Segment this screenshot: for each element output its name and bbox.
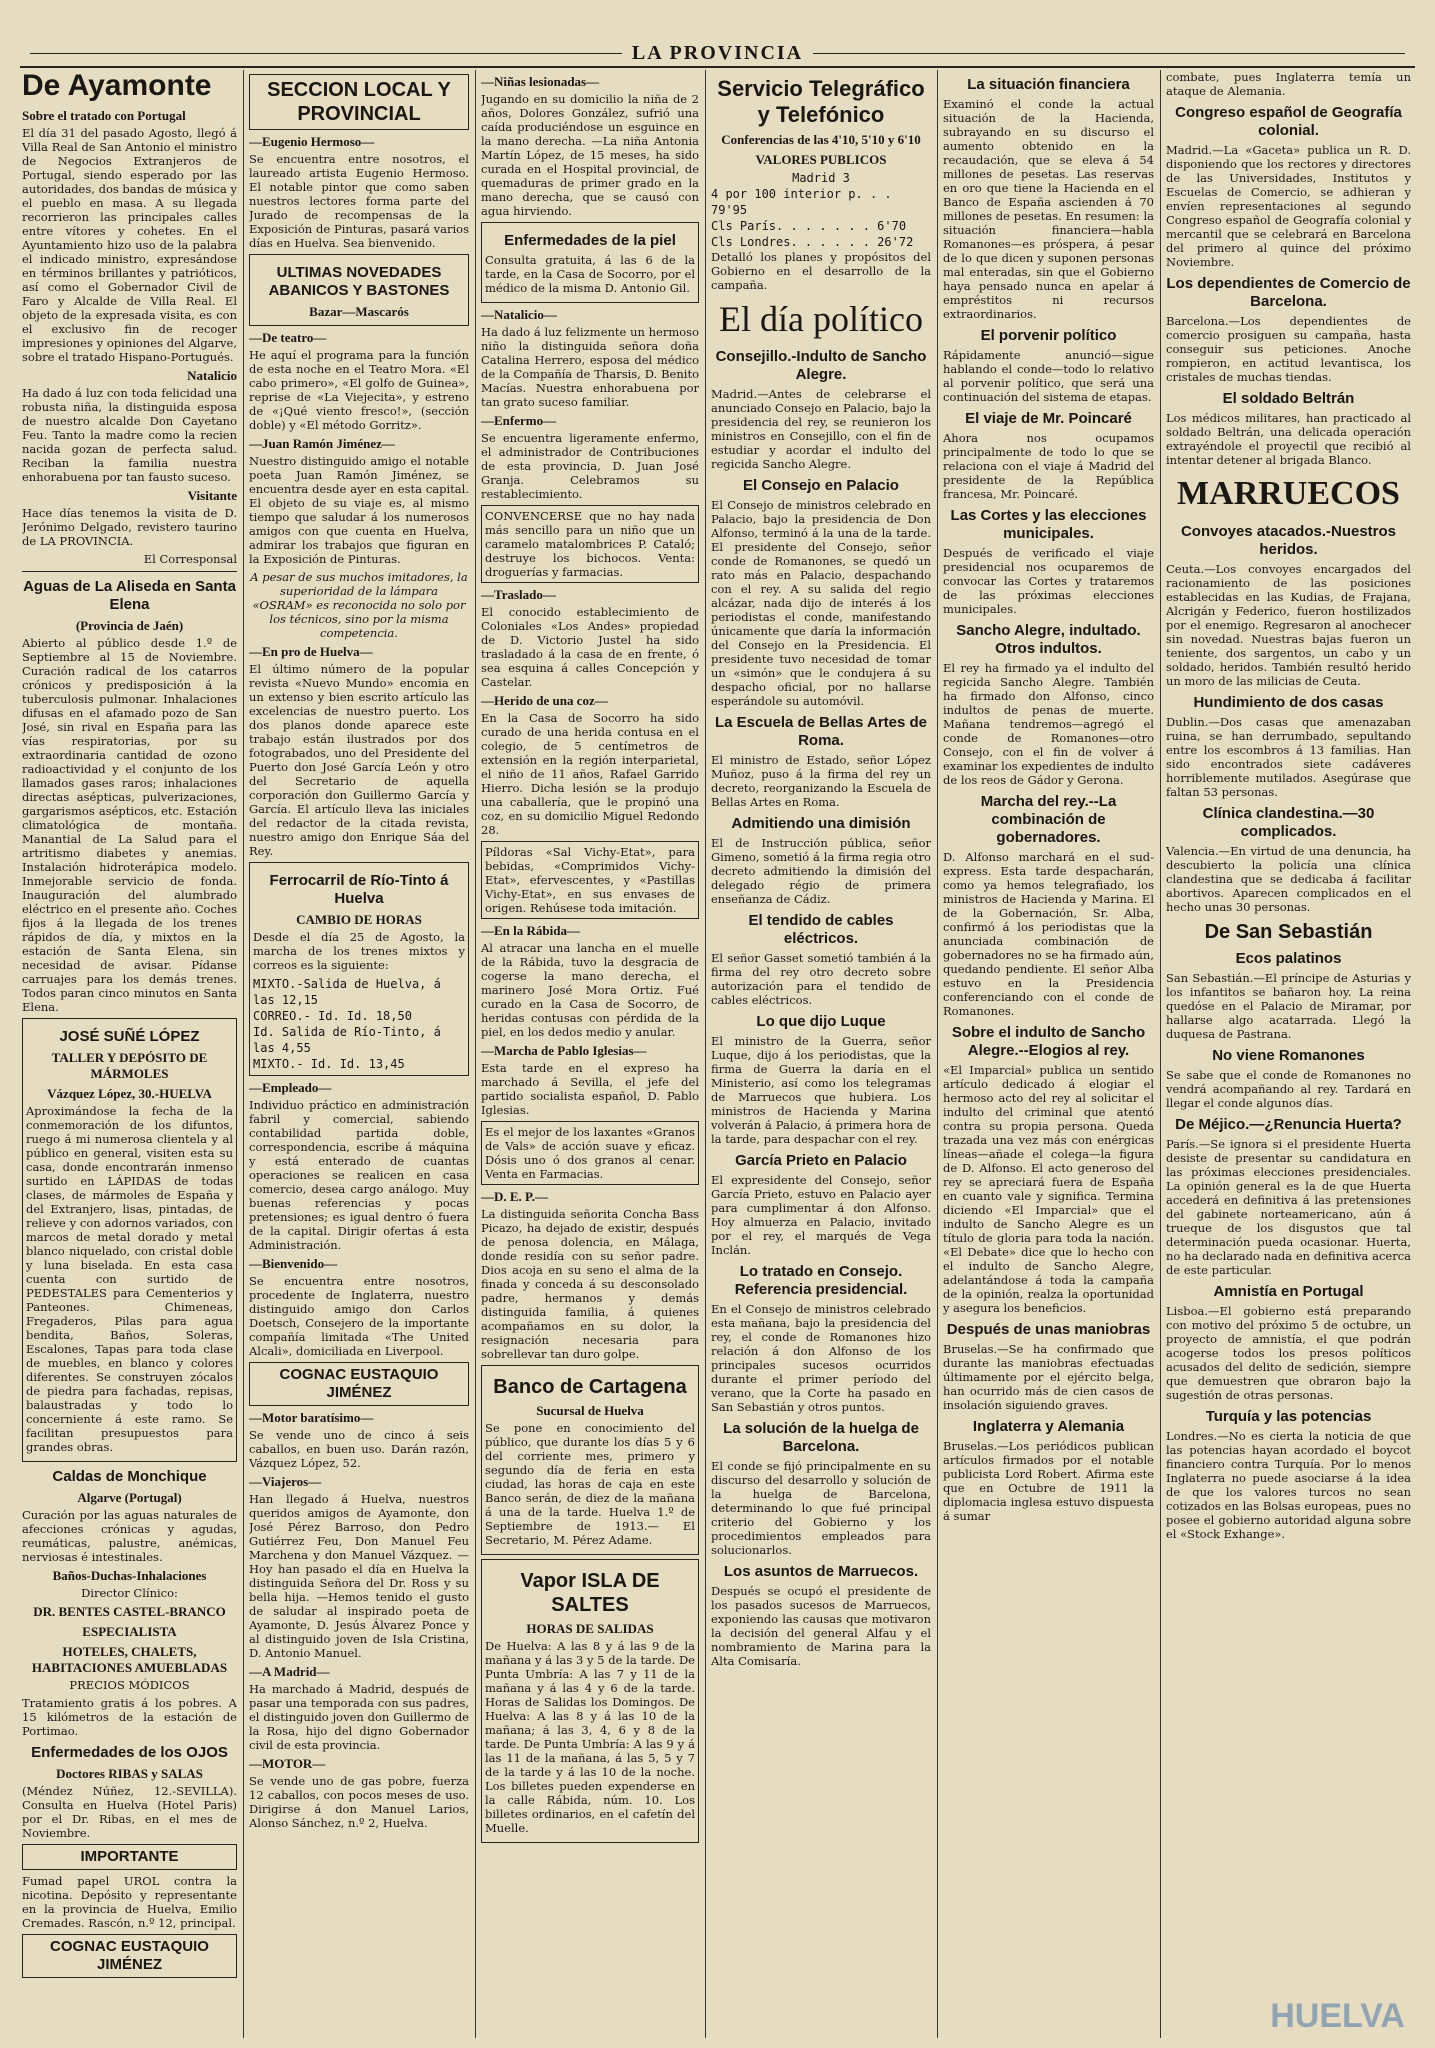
article-garcia: El expresidente del Consejo, señor García Prieto, estuvo en Palacio ayer para cumplimentar á don Alfonso. Hoy almuerza en Palacio, invitado por el rey, el marqués de Vega Inclán. [711,1173,931,1257]
subhead-natalicio-2: —Natalicio— [481,307,557,322]
article-teatro: He aquí el programa para la función de esta noche en el Teatro Mora. «El cabo primero», «El golfo de Guinea», reprise de «La Viejecita», y estreno de «¡Qué viento fresco!», (sección doble) y «El método Gorritz». [249,348,469,432]
headline-cortes: Las Cortes y las elecciones municipales. [950,507,1147,542]
headline-indultado: Sancho Alegre, indultado. Otros indultos. [956,622,1141,657]
article-consejillo: Madrid.—Antes de celebrarse el anunciado Consejo en Palacio, bajo la presidencia del rey, se reunieron los ministros en Consejillo, con el fin de estudiar y acordar el indulto del regicida Sancho Alegre. [711,387,931,471]
article-indultado: El rey ha firmado ya el indulto del regicida Sancho Alegre. También ha firmado don Alfonso, cinco indultos de penas de muerte. Mañana tendremos—agregó el conde de Romanones—otro Consejo, con el fin de volver á examinar los expedientes de indulto de los reos de Gádor y Gerona. [943,661,1154,787]
headline-huelga: La solución de la huelga de Barcelona. [723,1420,919,1455]
headline-garcia: García Prieto en Palacio [735,1152,907,1169]
article-congreso: Madrid.—La «Gaceta» publica un R. D. disponiendo que los rectores y directores de las Universidades, Institutos y Escuelas de Comercio, se adhieran y envíen representaciones al segundo Congreso español de Geografía colonial y mercantil que se celebrará en Barcelona del primero al quince del próximo Noviembre. [1166,143,1411,269]
article-poincare: Ahora nos ocupamos principalmente de todo lo que se relaciona con el viaje á Madrid del presidente de la República francesa, Mr. Poincaré. [943,431,1154,501]
headline-cognac-2: COGNAC EUSTAQUIO JIMÉNEZ [249,1362,469,1406]
headline-amnistia: Amnistía en Portugal [1213,1283,1364,1300]
article-enfermo: Se encuentra ligeramente enfermo, el administrador de Contribuciones de esta provincia, D. Juan José Granja. Celebramos su restablecimiento. [481,431,699,501]
subhead-horas: HORAS DE SALIDAS [526,1621,654,1636]
article-prohuelva: El último número de la popular revista «Nuevo Mundo» encomia en un extenso y bien escrito artículo las excelencias de nuestro puerto. Los dos planos donde aparece este trabajo están ilustrados por dos fotograbados, uno del Presidente del Puerto don José García León y otro del Secretario de aquella corporación don Guillermo García y García. El artículo lleva las iniciales del redactor de la citada revista, nuestro amigo don Enrique Sáa del Rey. [249,662,469,858]
timetable-row: MIXTO.- Id. Id. 13,45 [253,1057,405,1071]
headline-turquia: Turquía y las potencias [1205,1408,1372,1425]
subhead-lesionadas: —Niñas lesionadas— [481,74,600,89]
market-row: Madrid 3 [792,171,850,185]
article-lesionadas: Jugando en su domicilio la niña de 2 años, Dolores González, sufrió una caída produciéndose un esguince en la mano derecha. —La niña Antonia Martín López, de 15 meses, ha sido curada en el Hospital provincial, de quemaduras de primer grado en la mano derecha, que se causó con agua hirviendo. [481,92,699,218]
timetable-row: Id. Salida de Río-Tinto, á las 4,55 [253,1025,441,1055]
article-huelga: El conde se fijó principalmente en su discurso del desarrollo y solución de la huelga de Barcelona, determinando lo que fué principal criterio del Gobierno y los procedimientos empleados para solucionarlos. [711,1459,931,1557]
subhead-cambio: CAMBIO DE HORAS [296,912,422,927]
headline-importante: IMPORTANTE [22,1844,237,1870]
subhead-herido: —Herido de una coz— [481,693,608,708]
article-consejo: El Consejo de ministros celebrado en Palacio, bajo la presidencia de Don Alfonso, terminó á la una de la tarde. El presidente del Consejo, señor conde de Romanones, se quedó un rato más en Palacio, despachando con el rey. A su salida del regio alcázar, nada dijo de interés á los periodistas el conde, manifestando únicamente que daría la información del Consejo en la Presidencia. El presidente tuvo necesidad de tomar un «simón» que le condujera á su despacho oficial, por no hallarse esperándole su automóvil. [711,498,931,708]
column-6 [1166,70,1411,2038]
column-rule [475,70,476,2038]
market-row: Cls París. . . . . . . 6'70 [711,219,907,233]
doctor-name: DR. BENTES CASTEL-BRANCO [33,1604,226,1619]
article-visitante: Hace días tenemos la visita de D. Jerónimo Delgado, revistero taurino de LA PROVINCIA. [22,506,237,548]
masthead [20,40,1415,68]
headline-congreso: Congreso español de Geografía colonial. [1175,104,1402,139]
market-row: 4 por 100 interior p. . . 79'95 [711,187,892,217]
subhead-motor: —Motor baratísimo— [249,1410,374,1425]
column-1 [22,70,237,2038]
headline-hundimiento: Hundimiento de dos casas [1193,694,1384,711]
director-label: Director Clínico: [81,1586,178,1600]
headline-elogios: Sobre el indulto de Sancho Alegre.--Elogios al rey. [951,1024,1146,1059]
headline-no-viene: No viene Romanones [1212,1047,1365,1064]
ad-sune-text: Aproximándose la fecha de la conmemoración de los difuntos, ruego á mi numerosa clientela y al público en general, visiten esta su casa, donde encontrarán inmenso surtido en LÁPIDAS de todas clases, de mármoles de España y del Extranjero, lisas, pintadas, de relieve y con adornos variados, con marcos de metal dorado y metal blanco niquelado, con cristal doble y luna biselada. En esta casa cuenta con surtido de PEDESTALES para Cementerios y Panteones. Chimeneas, Fregaderos, Pilas para agua bendita, Baños, Soleras, Escalones, Tapas para toda clase de muebles, en blanco y colores diferentes. Se construyen zócalos de piedra para fachadas, repisas, balaustradas y todo lo concerniente á este ramo. Se facilitan presupuestos para grandes obras. [26,1104,233,1454]
subhead-prohuelva: —En pro de Huelva— [249,644,373,659]
subhead-viajeros: —Viajeros— [249,1474,322,1489]
masthead-rule-left [30,53,622,54]
article-dep: La distinguida señorita Concha Bass Picazo, ha dejado de existir, después de penosa dolencia, en Málaga, donde residía con su señor padre. Dios acoja en su seno el alma de la finada y conceda á su desconsolado padre, hermanos y demás distinguida familia, á quienes acompañamos en su dolor, la resignación necesaria para sobrellevar tan duro golpe. [481,1207,699,1361]
ad-sune [22,1018,237,1462]
ad-vapor-text: De Huelva: A las 8 y á las 9 de la mañana y á las 3 y 5 de la tarde. De Punta Umbría: A las 7 y 11 de la mañana y á las 4 y 6 de la tarde. Horas de Salidas los Domingos. De Huelva: A las 8 y á las 10 de la mañana; á las 3, 4, 6 y 8 de la tarde. De Punta Umbría: A las 9 y á las 11 de la mañana, á las 5, 5 y 7 de la tarde y á las 10 de la noche. Los billetes pueden expenderse en la calle Rábida, núm. 10. Los billetes ordinarios, en el cafetín del Muelle. [485,1639,695,1835]
headline-beltran: El soldado Beltrán [1222,390,1355,407]
headline-poincare: El viaje de Mr. Poincaré [965,410,1132,427]
headline-novedades: ULTIMAS NOVEDADES ABANICOS Y BASTONES [268,264,450,299]
headline-escuela: La Escuela de Bellas Artes de Roma. [714,714,928,749]
subhead-banos: Baños-Duchas-Inhalaciones [52,1568,207,1583]
specialist-label: ESPECIALISTA [82,1624,177,1639]
market-row: Cls Londres. . . . . . 26'72 [711,235,914,249]
article-tendido: El señor Gasset sometió también á la firma del rey otro decreto sobre autorización para el tendido de cables eléctricos. [711,951,931,1007]
article-ecos: San Sebastián.—El príncipe de Asturias y los infantitos se bañaron hoy. La reina quedóse en el Palacio de Miramar, por hallarse algo acatarrada. Llegó la duquesa de Pastrana. [1166,971,1411,1041]
headline-inglaterra: Inglaterra y Alemania [972,1418,1125,1435]
subhead-algarve: Algarve (Portugal) [77,1490,182,1505]
masthead-title: LA PROVINCIA [631,41,804,64]
ad-ferrocarril [249,862,469,1076]
ad-aguas: Abierto al público desde 1.º de Septiembre al 15 de Noviembre. Curación radical de los catarros crónicos y predisposición á la tuberculosis pulmonar. Inhalaciones difusas en el afamado pozo de San José, sin rival en España para las vías respiratorias, por su extraordinaria cantidad de ozono radioactividad y el conjunto de los llamados gases raros; inhalaciones directas asépticas, pulverizaciones, gargarismos asépticos, etc. Estación climatológica de montaña. Manantial de La Salud para el artritismo diabetes y anemias. Instalación hidroterápica modelo. Inmejorable servicio de fonda. Inauguración del alumbrado eléctrico en el presente año. Coches fijos á la llegada de los trenes rápidos de día, y mixtos en la estación de Santa Elena, sin necesidad de avisar. Pídanse carruajes para los demás trenes. Todos paran cinco minutos en Santa Elena. [22,636,237,1014]
article-marruecos-asuntos: Después se ocupó el presidente de los pasados sucesos de Marruecos, exponiendo las causas que motivaron la decisión del general Alfau y el nombramiento de Marina para la Alta Comisaría. [711,1584,931,1668]
article-admitiendo: El de Instrucción pública, señor Gimeno, sometió á la firma regia otro decreto admitiendo la dimisión del delegado régio de primera enseñanza de Cádiz. [711,836,931,906]
article-bienvenido: Se encuentra entre nosotros, procedente de Inglaterra, nuestro distinguido amigo don Carlos Doetsch, Consejero de la importante compañía limitada «The United Alcali», domiciliada en Liverpool. [249,1274,469,1358]
article-luque: El ministro de la Guerra, señor Luque, dijo á los periodistas, que la firma de Guerra la daría en el Ministerio, así como los telegramas de Marruecos que hubiera. Los ministros de Hacienda y Marina volverán á Palacio, á primera hora de la tarde, para despachar con el rey. [711,1034,931,1146]
article-alemania-cont: combate, pues Inglaterra temía un ataque de Alemania. [1166,70,1411,98]
ad-osram: A pesar de sus muchos imitadores, la superioridad de la lámpara «OSRAM» es reconocida no solo por los técnicos, sino por la misma competencia. [250,570,468,640]
headline-maniobras: Después de unas maniobras [946,1321,1151,1338]
headline-ecos: Ecos palatinos [1235,950,1342,967]
subhead-address: Vázquez López, 30.-HUELVA [47,1086,212,1101]
headline-ferrocarril: Ferrocarril de Río-Tinto á Huelva [269,872,449,907]
column-5 [943,70,1154,2038]
article-mejico: París.—Se ignora si el presidente Huerta desiste de presentar su candidatura en las próximas elecciones presidenciales. La opinión general es la de que Huerta accederá en definitiva á las pretensiones del gabinete norteamericano, aún á trueque de los disgustos que tal determinación pueda ocasionar. Huerta, no ha declarado nada en definitiva acerca de este particular. [1166,1137,1411,1277]
headline-ojos: Enfermedades de los OJOS [31,1744,228,1761]
ad-novedades [249,254,469,326]
subhead-sucursal: Sucursal de Huelva [536,1403,644,1418]
article-convoyes: Ceuta.—Los convoyes encargados del racionamiento de las posiciones establecidas en las Kudias, de Frajana, Alcrigán y Federico, fueron hostilizados por el enemigo. Regresaron al anochecer sin novedad. Nuestras bajas fueron un teniente, dos sargentos, un cabo y un soldado, heridos. También resultó herido un moro de las milicias de Ceuta. [1166,562,1411,688]
headline-luque: Lo que dijo Luque [756,1013,886,1030]
signature: El Corresponsal [143,552,237,566]
article-elogios: «El Imparcial» publica un sentido artículo dedicado á elogiar el hermoso acto del rey al solicitar el indulto del criminal que atentó contra su propia persona. Queda trazada una vez más con enérgicas líneas—añade el colega—la figura de D. Alfonso. El acto generoso del rey se apreciará fuera de España en cuanto vale y significa. Termina diciendo «El Imparcial» que el indulto de Sancho Alegre es un título de gloria para toda la nación. «El Debate» dice que lo hecho con el indulto de Sancho Alegre, adelantándose á toda la campaña de la opinión, realza la oportunidad y asegura los beneficios. [943,1063,1154,1315]
treatment-text: Tratamiento gratis á los pobres. A 15 kilómetros de la estación de Portimao. [22,1696,237,1738]
subhead-enfermo: —Enfermo— [481,413,557,428]
subhead-teatro: —De teatro— [249,330,327,345]
subhead-empleado: —Empleado— [249,1080,332,1095]
article-inglaterra: Bruselas.—Los periódicos publican artículos firmados por el notable publicista Lord Robert. Afirma este que en Octubre de 1911 la diplomacia inglesa estuvo dispuesta á sumar [943,1439,1154,1523]
headline-financiera: La situación financiera [967,76,1130,93]
subhead-tratado: Sobre el tratado con Portugal [22,108,186,123]
article-motor: Se vende uno de cinco á seis caballos, en buen uso. Darán razón, Vázquez López, 52. [249,1428,469,1470]
ad-banco [481,1365,699,1555]
subhead-madrid: —A Madrid— [249,1664,330,1679]
headline-clinica: Clínica clandestina.—30 complicados. [1202,805,1375,840]
article-rabida: Al atracar una lancha en el muelle de la Rábida, tuvo la desgracia de cogerse la mano derecha, el marinero José Mora Ortiz. Fué curado en la Casa de Socorro, de heridas contusas con pérdida de la piel, en los dedos medio y anular. [481,941,699,1039]
subhead-taller: TALLER Y DEPÓSITO DE MÁRMOLES [51,1050,208,1081]
subhead-hermoso: —Eugenio Hermoso— [249,134,375,149]
headline-caldas: Caldas de Monchique [52,1468,207,1485]
headline-tratado-consejo: Lo tratado en Consejo. Referencia presidencial. [734,1263,908,1298]
article-hermoso: Se encuentra entre nosotros, el laureado artista Eugenio Hermoso. El notable pintor que como saben nuestros lectores forma parte del Jurado de recompensas de la Exposición de Pinturas, pasará varios días en Huelva. Sea bienvenido. [249,152,469,250]
article-iglesias: Esta tarde en el expreso ha marchado á Sevilla, el jefe del partido socialista español, D. Pablo Iglesias. [481,1061,699,1117]
article-natalicio: Ha dado á luz con toda felicidad una robusta niña, la distinguida esposa de nuestro alcalde Don Cayetano Feu. Tanto la madre como la recien nacida gozan de perfecta salud. Reciban la familia nuestra enhorabuena por tan fausto suceso. [22,386,237,484]
headline-banco: Banco de Cartagena [493,1376,687,1398]
subhead-conferencias: Conferencias de las 4'10, 5'10 y 6'10 [721,132,921,147]
article-dependientes: Barcelona.—Los dependientes de comercio prosiguen su campaña, hasta conseguir sus peticiones. Anoche rompieron, en actitud levantisca, los cristales de muchas tiendas. [1166,314,1411,384]
timetable-row: CORREO.- Id. Id. 18,50 [253,1009,412,1023]
subhead-rabida: —En la Rábida— [481,923,580,938]
prices-label: PRECIOS MÓDICOS [69,1678,190,1692]
headline-porvenir: El porvenir político [980,327,1117,344]
column-3 [481,70,699,2038]
headline-admitiendo: Admitiendo una dimisión [731,815,911,832]
headline-marruecos: MARRUECOS [1177,475,1400,512]
column-4 [711,70,931,2038]
headline-consejo: El Consejo en Palacio [743,477,899,494]
divider [22,571,237,572]
subhead-motor-2: —MOTOR— [249,1756,326,1771]
ad-piel [481,222,699,303]
article-no-viene: Se sabe que el conde de Romanones no vendrá acompañando al rey. Tardará en llegar el conde algunos días. [1166,1068,1411,1110]
headline-vapor: Vapor ISLA DE SALTES [520,1570,660,1616]
ad-caldas: Curación por las aguas naturales de afecciones crónicas y agudas, reumáticas, palustre, anémicas, nerviosas é intestinales. [22,1508,237,1564]
headline-dependientes: Los dependientes de Comercio de Barcelona. [1166,275,1411,310]
headline-san-sebastian: De San Sebastián [1204,921,1373,943]
archive-watermark: HUELVA [1270,1997,1405,2035]
article-detallo: Detalló los planes y propósitos del Gobierno en el desarrollo de la campaña. [711,250,931,292]
article-madrid: Ha marchado á Madrid, después de pasar una temporada con sus padres, el distinguido joven don Guillermo de la Rosa, hijo del digno Gobernador civil de esta provincia. [249,1682,469,1752]
article-hundimiento: Dublin.—Dos casas que amenazaban ruina, se han derrumbado, sepultando entre los escombros á 13 familias. Han sido encontrados siete cadáveres horriblemente mutilados. Asegúrase que faltan 53 personas. [1166,715,1411,799]
subhead-bazar: Bazar—Mascarós [309,304,409,319]
article-tratado-consejo: En el Consejo de ministros celebrado esta mañana, bajo la presidencia del rey, el conde de Romanones hizo relación á don Alfonso de los principales sucesos ocurridos durante el primer período del verano, que la Corte ha pasado en San Sebastián y otros puntos. [711,1302,931,1414]
article-jimenez: Nuestro distinguido amigo el notable poeta Juan Ramón Jiménez, se encuentra desde ayer en esta capital. El objeto de su viaje es, al mismo tiempo que saludar á los numerosos amigos con que cuenta en Huelva, admirar los trabajos que figuran en la Exposición de Pinturas. [249,454,469,566]
subhead-doctores: Doctores RIBAS y SALAS [56,1766,203,1781]
subhead-dep: —D. E. P.— [481,1189,549,1204]
article-amnistia: Lisboa.—El gobierno está preparando con motivo del próximo 5 de octubre, un proyecto de amnistía, el que podrán acogerse todos los presos políticos acusados del delito de sedición, siempre que demuestren que obraron bajo la sugestión de otras personas. [1166,1304,1411,1402]
ad-caramelo: CONVENCERSE que no hay nada más sencillo para un niño que un caramelo matalombrices P. Cataló; destruye los bichocos. Venta: droguerías y farmacias. [481,505,699,583]
ad-piel-text: Consulta gratuita, á las 6 de la tarde, en la Casa de Socorro, por el médico de la misma D. Antonio Gil. [485,253,695,295]
article-motor-2: Se vende uno de gas pobre, fuerza 12 caballos, con pocos meses de uso. Dirigirse á don Manuel Larios, Alonso Sánchez, n.º 2, Huelva. [249,1774,469,1830]
headline-seccion-local: SECCION LOCAL Y PROVINCIAL [249,74,469,130]
ad-banco-text: Se pone en conocimiento del público, que durante los días 5 y 6 del corriente mes, primero y segundo día de feria en esta ciudad, las horas de caja en este Banco serán, de diez de la mañana á una de la tarde. Huelva 1.º de Septiembre de 1913.— El Secretario, M. Pérez Adame. [485,1421,695,1547]
ad-granos: Es el mejor de los laxantes «Granos de Vals» de acción suave y eficaz. Dósis uno ó dos granos al cenar. Venta en Farmacias. [481,1121,699,1185]
article-escuela: El ministro de Estado, señor López Muñoz, puso á la firma del rey un decreto, reorganizando la Escuela de Bellas Artes en Roma. [711,753,931,809]
subhead-bienvenido: —Bienvenido— [249,1256,338,1271]
headline-tendido: El tendido de cables eléctricos. [748,912,894,947]
article-empleado: Individuo práctico en administración fabril y comercial, sabiendo contabilidad partida doble, correspondencia, escribe á máquina y está enterado de cuantas operaciones se realicen en casa comercio, desea cargo análogo. Muy buenas referencias y pocas pretensiones; es igual dentro ó fuera de la capital. Dirigir ofertas á esta Administración. [249,1098,469,1252]
ad-vapor [481,1559,699,1843]
subhead-jimenez: —Juan Ramón Jiménez— [249,436,395,451]
column-rule [705,70,706,2038]
column-rule [1160,70,1161,2038]
ferrocarril-text: Desde el día 25 de Agosto, la marcha de los trenes mixtos y correos es la siguiente: [253,930,465,972]
headline-piel: Enfermedades de la piel [504,232,676,249]
column-rule [243,70,244,2038]
headline-aguas: Aguas de La Aliseda en Santa Elena [23,578,236,613]
article-tratado: El día 31 del pasado Agosto, llegó á Villa Real de San Antonio el ministro de Negocios Extranjeros de Portugal, siendo esperado por las autoridades, dos bandas de música y el pueblo en masa. A su llegada recorrieron las principales calles entre vítores y cohetes. En el Ayuntamiento hizo uso de la palabra el indicado ministro, expresándose en términos brillantes y patrióticos, así como el Gobernador Civil de Faro y Alcalde de Villa Real. El objeto de la expresada visita, es con el exclusivo fin de recoger impresiones y opiniones del Algarve, sobre el tratado Hispano-Portugués. [22,126,237,364]
headline-sune: JOSÉ SUÑÉ LÓPEZ [59,1028,200,1045]
subhead-jaen: (Provincia de Jaén) [75,618,184,633]
ad-pildoras: Píldoras «Sal Vichy-Etat», para bebidas, «Comprimidos Vichy-Etat», efervescentes, y «Pastillas Vichy-Etat», en sus envases de origen. Rehúsese toda imitación. [481,841,699,919]
headline-cognac: COGNAC EUSTAQUIO JIMÉNEZ [22,1934,237,1978]
subhead-iglesias: —Marcha de Pablo Iglesias— [481,1043,647,1058]
column-2 [249,70,469,2038]
subhead-valores: VALORES PUBLICOS [755,152,887,167]
article-clinica: Valencia.—En virtud de una denuncia, ha descubierto la policía una clínica clandestina que se dedicaba á facilitar abortivos. Aparecen complicados en el hecho unas 30 personas. [1166,844,1411,914]
subhead-traslado: —Traslado— [481,587,556,602]
headline-consejillo: Consejillo.-Indulto de Sancho Alegre. [715,348,927,383]
article-porvenir: Rápidamente anunció—sigue hablando el conde—todo lo relativo al porvenir político, que será una continuación del sistema de etapas. [943,348,1154,404]
timetable-row: MIXTO.-Salida de Huelva, á las 12,15 [253,977,441,1007]
article-marcha: D. Alfonso marchará en el sud-express. Esta tarde despacharán, como ya hemos telegrafiado, los ministros de Hacienda y Marina. El de la Gobernación, Sr. Alba, confirmó á los periodistas que la anunciada combinación de gobernadores no se ha firmado aún, quedando pendiente. El señor Alba estuvo en la Presidencia conferenciando con el conde de Romanones. [943,850,1154,1018]
headline-servicio: Servicio Telegráfico y Telefónico [717,76,925,127]
article-maniobras: Bruselas.—Se ha confirmado que durante las maniobras efectuadas últimamente por el ejército belga, han ocurrido más de cien casos de insolación siguiendo graves. [943,1342,1154,1412]
article-financiera: Examinó el conde la actual situación de la Hacienda, subrayando en su discurso el aumento obtenido en la recaudación, que se eleva á 54 millones de pesetas. Las reservas en oro que tiene la Hacienda en el Banco de España ascienden á 70 millones de pesetas. En resumen: la situación financiera—habla Romanones—es próspera, á pesar de lo que dicen y suponen personas mal enteradas, sin que el Gobierno haya pensado nunca en apelar á empréstitos ni recursos extraordinarios. [943,97,1154,321]
headline-ayamonte: De Ayamonte [22,70,212,102]
masthead-rule-right [813,53,1405,54]
ad-ojos: (Méndez Núñez, 12.-SEVILLA). Consulta en Huelva (Hotel Paris) por el Dr. Ribas, en el mes de Noviembre. [22,1784,237,1840]
article-traslado: El conocido establecimiento de Coloniales «Los Andes» propiedad de D. Victorio Justel ha sido trasladado á la casa de en frente, ó sea esquina á calles Concepción y Castelar. [481,605,699,689]
subhead-visitante: Visitante [187,488,237,503]
headline-mejico: De Méjico.—¿Renuncia Huerta? [1175,1116,1402,1133]
hotels-label: HOTELES, CHALETS, HABITACIONES AMUEBLADAS [31,1644,228,1675]
subhead-natalicio: Natalicio [187,368,237,383]
headline-convoyes: Convoyes atacados.-Nuestros heridos. [1180,523,1397,558]
headline-marruecos-asuntos: Los asuntos de Marruecos. [723,1563,919,1580]
article-viajeros: Han llegado á Huelva, nuestros queridos amigos de Ayamonte, don José Pérez Barroso, don Pedro Gutiérrez Feu, Don Manuel Feu Marchena y don Manuel Vázquez. —Hoy han pasado el día en Huelva la distinguida Señora del Dr. Ross y su bella hija. —Hemos tenido el gusto de saludar al inspirado poeta de Ayamonte, D. Jesús Álvarez Ponce y al distinguido joven de Isla Cristina, D. Antonio Manuel. [249,1492,469,1660]
article-natalicio-2: Ha dado á luz felizmente un hermoso niño la distinguida señora doña Catalina Herrero, esposa del médico de la Compañía de Tharsis, D. Benito Macías. Nuestra enhorabuena por tan grato suceso familiar. [481,325,699,409]
article-herido: En la Casa de Socorro ha sido curado de una herida contusa en el colegio, de 5 centímetros de extensión en la región interparietal, el niño de 11 años, Rafael Garrido Hierro. Dicha lesión se la produjo una caballería, que le propinó una coz, en su domicilio Miguel Redondo 28. [481,711,699,837]
ad-urol: Fumad papel UROL contra la nicotina. Depósito y representante en la provincia de Huelva, Emilio Cremades. Rascón, n.º 12, principal. [22,1874,237,1930]
headline-dia-politico: El día político [719,299,923,339]
article-beltran: Los médicos militares, han practicado al soldado Beltrán, una delicada operación extrayéndole el proyectil que recibió al intentar detener al brigada Blanco. [1166,411,1411,467]
article-turquia: Londres.—No es cierta la noticia de que las potencias hayan acordado el boycot financiero contra Turquía. Por lo menos Inglaterra no puede asociarse á la idea de que los valores turcos no sean cotizados en las Bolsas europeas, pues no posee el gobierno autoridad alguna sobre el «Stock Exhange». [1166,1429,1411,1541]
headline-marcha: Marcha del rey.--La combinación de gobernadores. [980,793,1117,846]
article-cortes: Después de verificado el viaje presidencial nos ocuparemos de convocar las Cortes y trataremos de las próximas elecciones municipales. [943,546,1154,616]
column-rule [937,70,938,2038]
